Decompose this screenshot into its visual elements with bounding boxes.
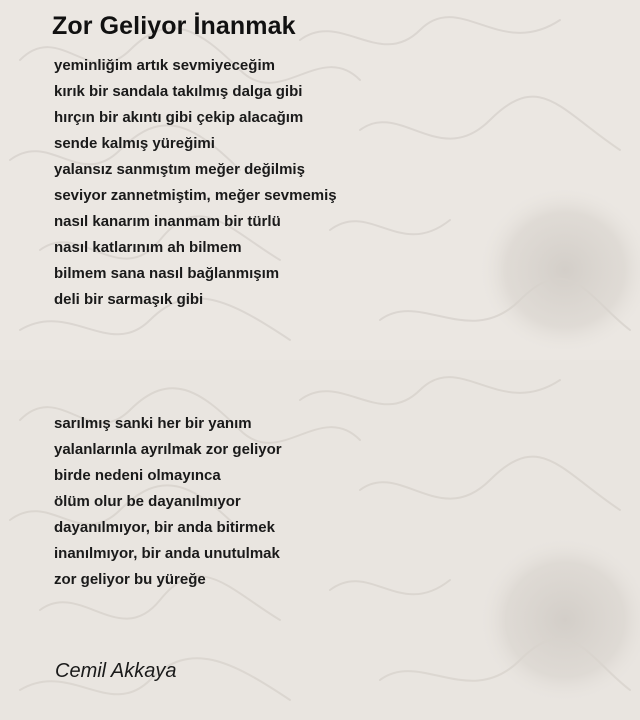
stanza-1 (54, 53, 337, 313)
poem-line: kırık bir sandala takılmış dalga gibi (54, 83, 303, 100)
poem-line: ölüm olur be dayanılmıyor (54, 493, 241, 510)
poem-author: Cemil Akkaya (55, 660, 177, 682)
poem-line: seviyor zannetmiştim, meğer sevmemiş (54, 187, 337, 204)
poem-line: dayanılmıyor, bir anda bitirmek (54, 519, 275, 536)
poem-line: nasıl katlarınım ah bilmem (54, 239, 242, 256)
poem-line: birde nedeni olmayınca (54, 467, 221, 484)
stanza-2 (54, 411, 282, 593)
poem-line: yeminliğim artık sevmiyeceğim (54, 57, 275, 74)
poem-line: bilmem sana nasıl bağlanmışım (54, 265, 280, 282)
poem-line: zor geliyor bu yüreğe (54, 571, 206, 588)
poem-line: nasıl kanarım inanmam bir türlü (54, 213, 281, 230)
poem-title: Zor Geliyor İnanmak (52, 12, 296, 40)
poem-line: sarılmış sanki her bir yanım (54, 415, 252, 432)
poem-line: inanılmıyor, bir anda unutulmak (54, 545, 280, 562)
poem-line: sende kalmış yüreğimi (54, 135, 215, 152)
poem-line: yalanlarınla ayrılmak zor geliyor (54, 441, 282, 458)
poem-line: yalansız sanmıştım meğer değilmiş (54, 161, 305, 178)
poem-line: hırçın bir akıntı gibi çekip alacağım (54, 109, 304, 126)
poem-line: deli bir sarmaşık gibi (54, 291, 204, 308)
